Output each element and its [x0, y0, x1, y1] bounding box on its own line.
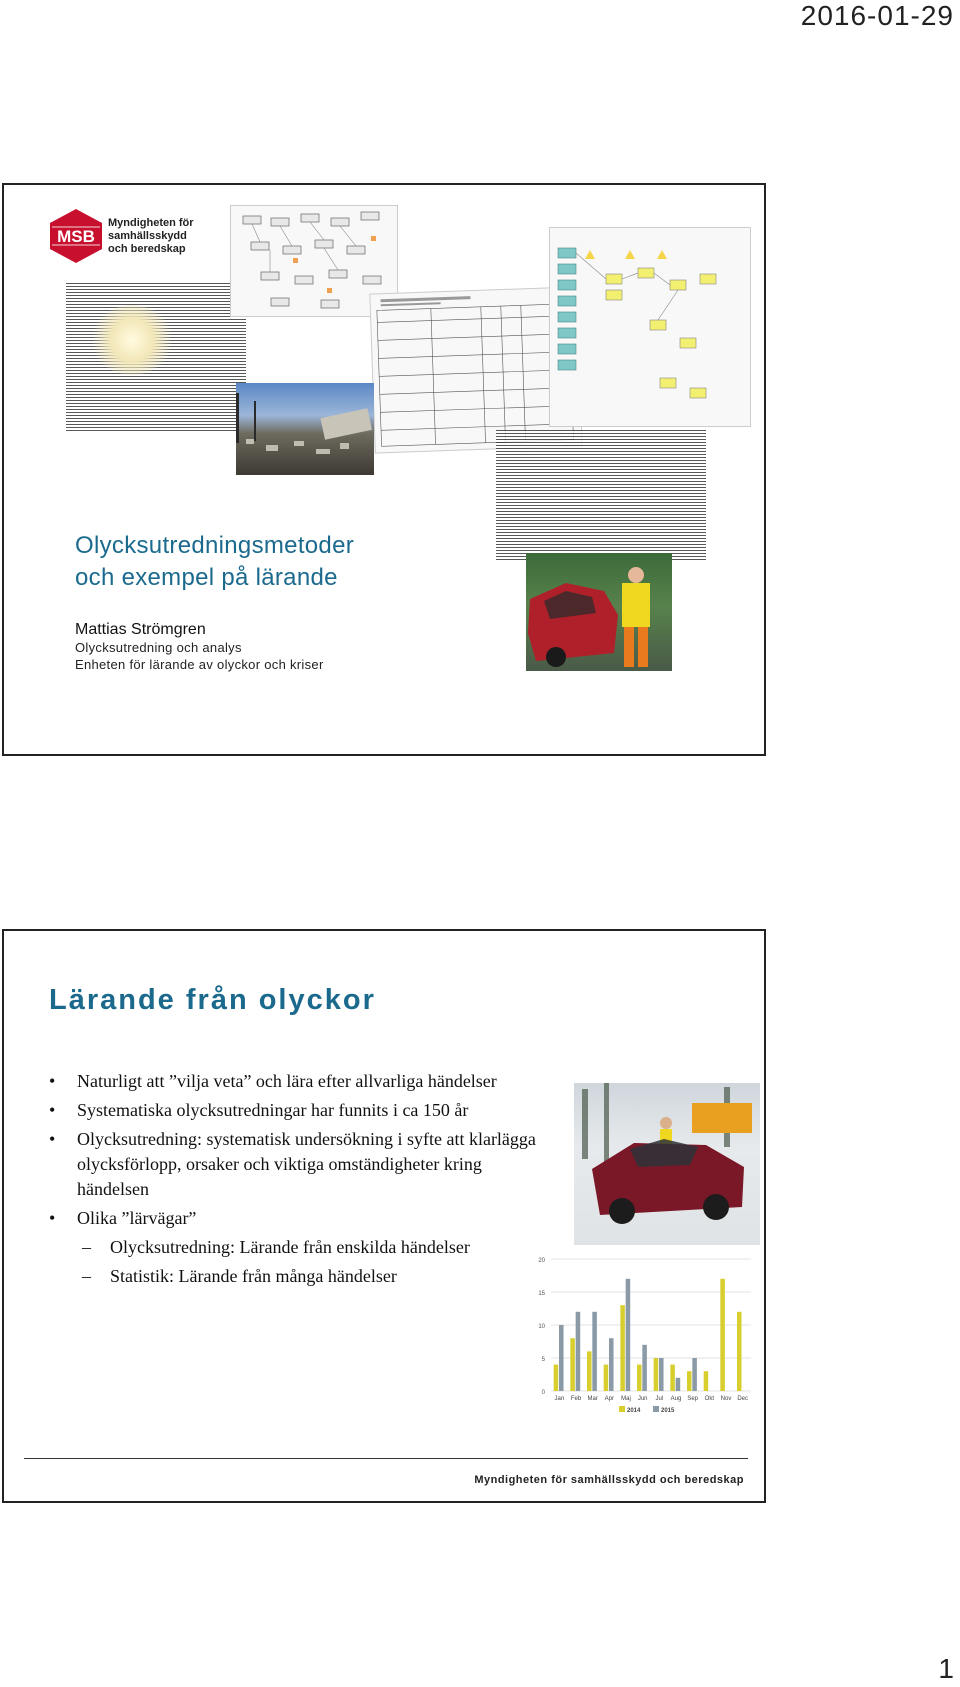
wreckage-photo: [236, 383, 374, 475]
bar-2015: [676, 1378, 681, 1391]
content-slide: [2, 929, 766, 1503]
y-tick-label: 0: [541, 1390, 545, 1396]
diagram-graphic: [550, 228, 750, 426]
legend-swatch: [619, 1406, 625, 1412]
sub-bullet-item: [49, 1235, 539, 1260]
sub-bullet-text: Olycksutredning: Lärande från enskilda händelser: [110, 1237, 470, 1257]
logo-line-3: och beredskap: [108, 243, 186, 255]
dash-glyph: –: [82, 1237, 91, 1257]
x-tick-label: Feb: [570, 1396, 582, 1402]
bar-2014: [687, 1371, 692, 1391]
x-tick-label: Jun: [637, 1396, 648, 1402]
x-tick-label: Maj: [621, 1396, 631, 1402]
page-date: 2016-01-29: [800, 0, 954, 31]
bar-2015: [626, 1279, 631, 1391]
bar-2015: [642, 1345, 647, 1391]
presentation-title: [75, 530, 354, 594]
bar-2014: [604, 1365, 609, 1391]
y-tick-label: 20: [538, 1258, 545, 1264]
x-tick-label: Sep: [687, 1396, 699, 1402]
car-crash-graphic: [526, 553, 672, 671]
bar-2014: [720, 1279, 725, 1391]
bullet-item: [49, 1127, 539, 1202]
bar-2015: [692, 1358, 697, 1391]
x-tick-label: Mar: [587, 1396, 598, 1402]
bar-2014: [704, 1371, 709, 1391]
bar-2015: [559, 1325, 564, 1391]
wreckage-graphic: [236, 383, 374, 475]
bar-2014: [737, 1312, 742, 1391]
msb-logo-icon: [46, 207, 106, 265]
author-department: Olycksutredning och analys: [75, 640, 242, 655]
logo-line-1: Myndigheten för: [108, 217, 194, 229]
x-tick-label: Okt: [704, 1396, 715, 1402]
x-tick-label: Aug: [670, 1396, 682, 1402]
bar-2015: [609, 1338, 614, 1391]
msb-logo: [46, 207, 196, 267]
title-line-2: och exempel på lärande: [75, 564, 338, 591]
dash-glyph: –: [82, 1266, 91, 1286]
blurred-photo-right: [496, 430, 706, 562]
bullet-item: [49, 1206, 539, 1231]
sub-bullet-text: Statistik: Lärande från många händelser: [110, 1266, 397, 1286]
bar-2014: [587, 1351, 592, 1391]
logo-text: [108, 217, 194, 256]
x-tick-label: Jul: [655, 1396, 664, 1402]
bar-2014: [654, 1358, 659, 1391]
x-tick-label: Nov: [720, 1396, 732, 1402]
bullet-glyph: •: [49, 1208, 56, 1228]
logo-mark: MSB: [57, 227, 95, 246]
bullet-text: Naturligt att ”vilja veta” och lära efter allvarliga händelser: [77, 1071, 497, 1091]
bar-2015: [659, 1358, 664, 1391]
logo-line-2: samhällsskydd: [108, 230, 187, 242]
bar-2014: [554, 1365, 559, 1391]
bar-2014: [620, 1305, 625, 1391]
x-tick-label: Dec: [737, 1396, 749, 1402]
title-slide: [2, 183, 766, 756]
footer-text: Myndigheten för samhällsskydd och beredskap: [474, 1474, 744, 1486]
y-tick-label: 10: [538, 1324, 545, 1330]
x-tick-label: Jan: [554, 1396, 565, 1402]
bullet-item: [49, 1069, 539, 1094]
footer-divider: [24, 1458, 748, 1459]
author-unit: Enheten för lärande av olyckor och kriser: [75, 657, 324, 672]
monthly-bar-chart: [529, 1251, 761, 1421]
y-tick-label: 15: [538, 1291, 545, 1297]
title-line-1: Olycksutredningsmetoder: [75, 532, 355, 559]
author-name: Mattias Strömgren: [75, 621, 206, 638]
slide-title: Lärande från olyckor: [49, 984, 376, 1016]
bar-2015: [576, 1312, 581, 1391]
winter-crash-photo: [574, 1083, 760, 1245]
diagram-document: [549, 227, 751, 427]
bullet-text: Olika ”lärvägar”: [77, 1208, 197, 1228]
sub-bullet-item: [49, 1264, 539, 1289]
sunlight-glare: [92, 305, 172, 375]
legend-label: 2015: [661, 1408, 675, 1414]
bullet-glyph: •: [49, 1100, 56, 1120]
bullet-glyph: •: [49, 1071, 56, 1091]
legend-label: 2014: [627, 1408, 641, 1414]
bullet-glyph: •: [49, 1129, 56, 1149]
bar-2014: [570, 1338, 575, 1391]
bar-2014: [637, 1365, 642, 1391]
bullet-text: Systematiska olycksutredningar har funnits i ca 150 år: [77, 1100, 469, 1120]
car-crash-photo: [526, 553, 672, 671]
bullet-text: Olycksutredning: systematisk undersökning i syfte att klarlägga olycksförlopp, orsaker och viktiga omständigheter kring händelsen: [77, 1129, 536, 1199]
x-tick-label: Apr: [604, 1396, 615, 1402]
bullet-item: [49, 1098, 539, 1123]
bar-2014: [670, 1365, 675, 1391]
bar-2015: [592, 1312, 597, 1391]
legend-swatch: [653, 1406, 659, 1412]
page-number: 1: [938, 1653, 954, 1684]
y-tick-label: 5: [541, 1357, 545, 1363]
bullet-list: [49, 1069, 539, 1293]
winter-crash-graphic: [574, 1083, 760, 1245]
